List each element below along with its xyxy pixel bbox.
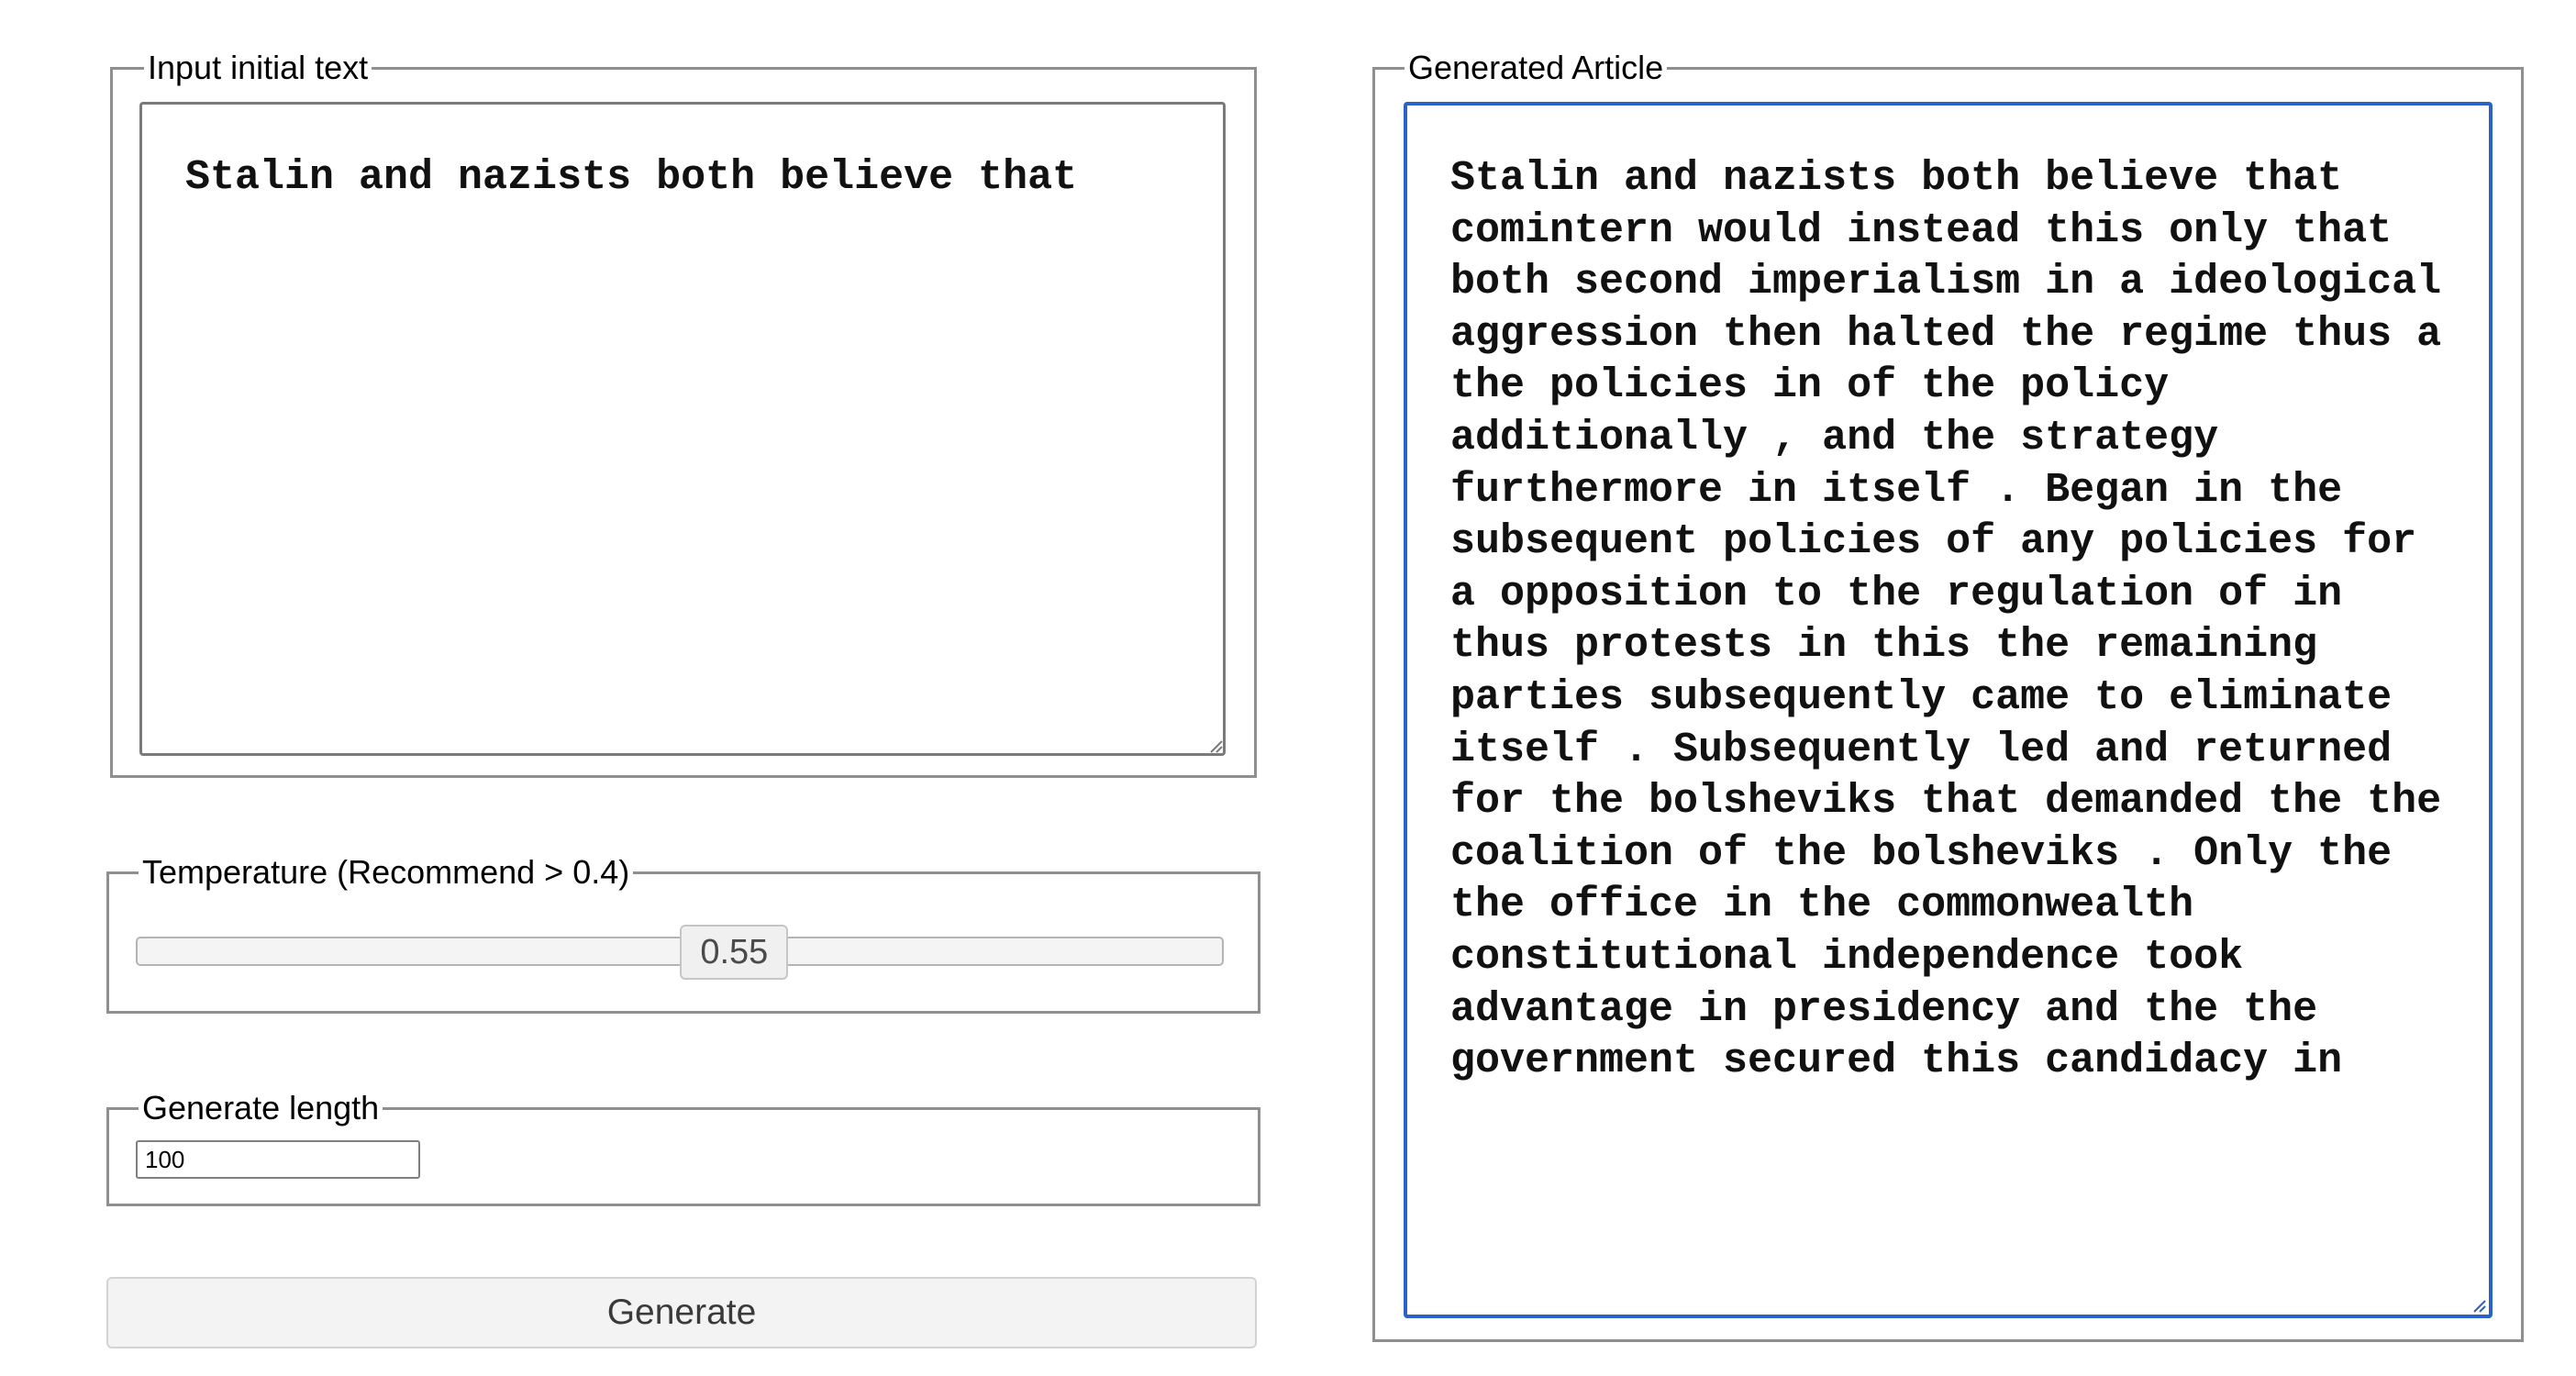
generate-button[interactable]: Generate bbox=[106, 1277, 1257, 1348]
input-textarea[interactable]: Stalin and nazists both believe that bbox=[139, 102, 1226, 756]
generate-length-input[interactable]: 100 bbox=[136, 1140, 420, 1179]
temperature-legend: Temperature (Recommend > 0.4) bbox=[139, 852, 633, 893]
output-legend: Generated Article bbox=[1405, 48, 1667, 88]
output-resize-handle-icon[interactable] bbox=[2471, 1297, 2487, 1314]
generated-article-textarea[interactable]: Stalin and nazists both believe that comintern would instead this only that both second imperialism in a ideological aggression then halted the regime thus a the policies in of the policy additionally , and the strategy furthermore in itself . Began in the subsequent policies of any policies for a opposition to the regulation of in thus protests in this the remaining parties subsequently came to eliminate itself . Subsequently led and returned for the bolsheviks that demanded the the coalition of the bolsheviks . Only the the office in the commonwealth constitutional independence took advantage in presidency and the the government secured this candidacy in bbox=[1404, 102, 2493, 1318]
input-text-legend: Input initial text bbox=[144, 48, 372, 88]
resize-handle-icon[interactable] bbox=[1207, 738, 1224, 754]
temperature-slider-thumb[interactable]: 0.55 bbox=[680, 925, 788, 980]
length-legend: Generate length bbox=[139, 1088, 383, 1128]
